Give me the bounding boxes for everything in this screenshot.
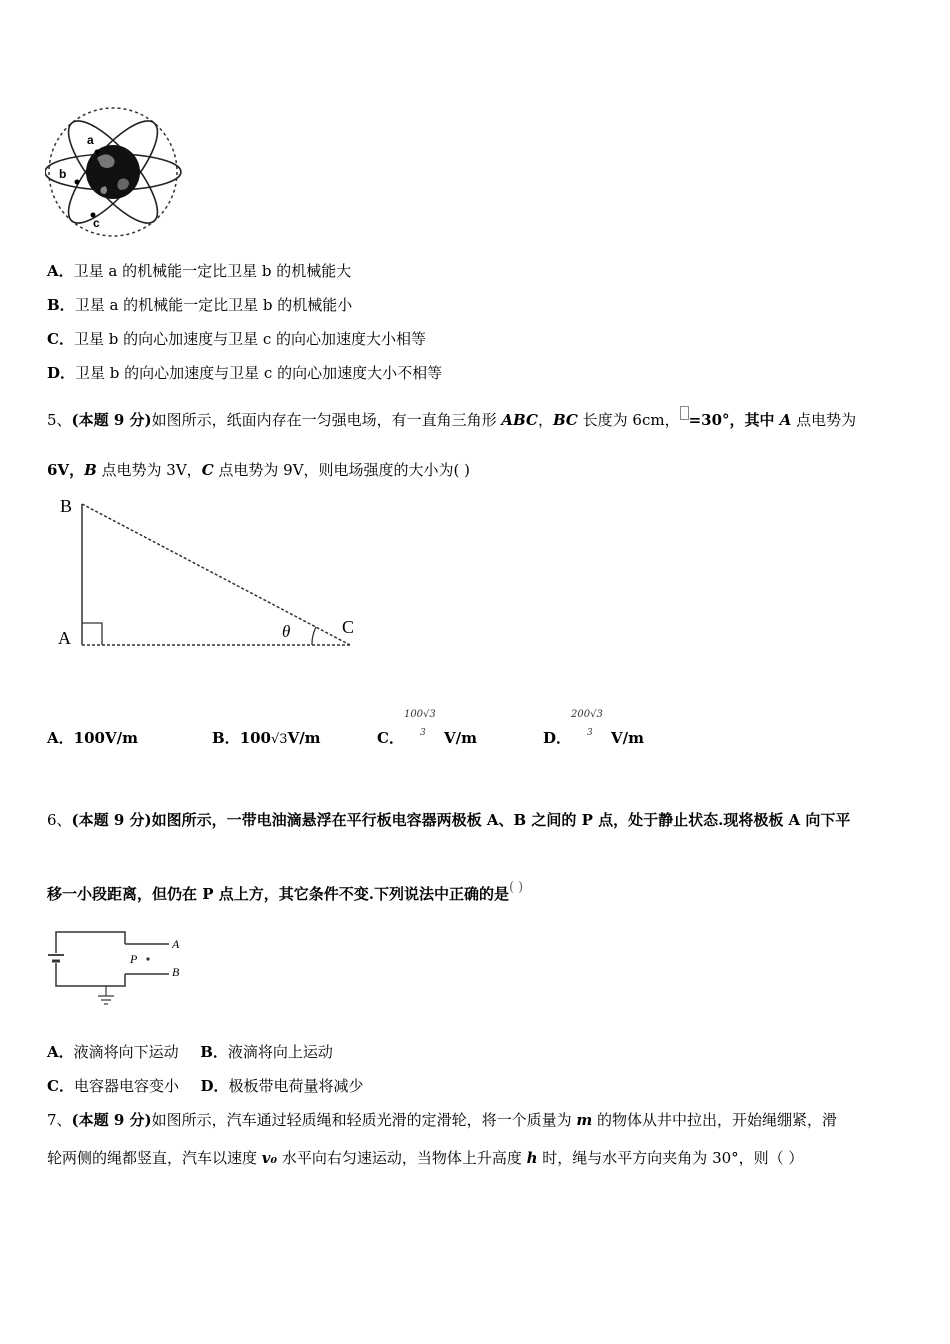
fraction-denominator: 3 bbox=[419, 728, 426, 738]
q4-option-d[interactable] bbox=[47, 363, 442, 383]
option-text: 极板带电荷量将减少 bbox=[228, 1077, 364, 1095]
question-score: (本题 9 分) bbox=[71, 811, 152, 829]
option-unit: V/m bbox=[443, 729, 477, 747]
question-number: 5、 bbox=[47, 411, 72, 429]
option-letter: A． bbox=[47, 1043, 74, 1061]
stem-text: =30°，其中 bbox=[688, 411, 780, 429]
q6-option-c[interactable] bbox=[47, 1077, 179, 1095]
option-letter: B． bbox=[47, 296, 75, 314]
option-text: V/m bbox=[287, 729, 321, 747]
point-c: C bbox=[201, 461, 214, 479]
option-text: 液滴将向上运动 bbox=[227, 1043, 333, 1061]
option-letter: D． bbox=[47, 364, 76, 382]
fraction-denominator: 3 bbox=[587, 728, 593, 738]
mass-symbol: m bbox=[576, 1111, 593, 1129]
angle-theta-label: θ bbox=[282, 622, 291, 641]
vertex-c-label: C bbox=[342, 617, 355, 637]
q7-stem-line1 bbox=[47, 1110, 837, 1130]
q5-option-c[interactable] bbox=[377, 709, 477, 749]
capacitor-circuit-figure bbox=[44, 928, 194, 1010]
answer-paren: ( ) bbox=[508, 880, 524, 895]
stem-text: 时，绳与水平方向夹角为 30°，则（ ） bbox=[537, 1149, 804, 1167]
option-letter: B． bbox=[200, 1043, 228, 1061]
vertex-a-label: A bbox=[58, 628, 71, 648]
q6-options-row1 bbox=[47, 1042, 333, 1062]
q6-option-a[interactable] bbox=[47, 1043, 179, 1061]
sqrt3: √3 bbox=[271, 732, 288, 747]
q6-stem-line1 bbox=[47, 810, 850, 830]
q6-options-row2 bbox=[47, 1076, 364, 1096]
q5-option-a[interactable] bbox=[47, 728, 138, 748]
height-symbol: h bbox=[526, 1149, 538, 1167]
q5-option-b[interactable] bbox=[212, 728, 321, 750]
option-letter: C． bbox=[47, 330, 74, 348]
stem-text: 的物体从井中拉出，开始绳绷紧，滑 bbox=[592, 1111, 838, 1129]
q6-option-b[interactable] bbox=[200, 1043, 333, 1061]
option-letter: C． bbox=[47, 1077, 74, 1095]
figure-label-b: b bbox=[59, 167, 67, 181]
fraction bbox=[571, 709, 611, 749]
option-letter: A． bbox=[47, 729, 74, 747]
figure-label-c: c bbox=[93, 216, 100, 230]
option-letter: B． bbox=[212, 729, 240, 747]
q5-stem-line2 bbox=[47, 460, 470, 480]
stem-text: 点电势为 9V，则电场强度的大小为( ) bbox=[213, 461, 471, 479]
option-unit: V/m bbox=[611, 729, 645, 747]
option-letter: A． bbox=[47, 262, 74, 280]
point-a: A bbox=[779, 411, 792, 429]
q4-option-b[interactable] bbox=[47, 295, 352, 315]
stem-text: 点电势为 3V， bbox=[96, 461, 202, 479]
stem-text: 水平向右匀速运动，当物体上升高度 bbox=[277, 1149, 527, 1167]
option-letter: D． bbox=[200, 1077, 229, 1095]
option-letter: C． bbox=[377, 729, 404, 747]
option-text: 卫星 a 的机械能一定比卫星 b 的机械能小 bbox=[74, 296, 353, 314]
option-text: 100 bbox=[239, 729, 271, 747]
figure-label-a: a bbox=[87, 133, 94, 147]
q7-stem-line2 bbox=[47, 1148, 803, 1168]
q6-stem-line2 bbox=[47, 880, 524, 904]
option-text: 100V/m bbox=[73, 729, 138, 747]
plate-b-label: B bbox=[172, 965, 180, 979]
side-bc: BC bbox=[552, 411, 578, 429]
option-letter: D． bbox=[543, 729, 572, 747]
triangle-name: ABC bbox=[501, 411, 538, 429]
theta-placeholder-icon bbox=[680, 406, 689, 420]
stem-text: 如图所示，一带电油滴悬浮在平行板电容器两极板 A、B 之间的 P 点，处于静止状态.现将极板 A 向下平 bbox=[151, 811, 851, 829]
option-text: 卫星 b 的向心加速度与卫星 c 的向心加速度大小不相等 bbox=[75, 364, 443, 382]
q5-option-d[interactable] bbox=[543, 709, 645, 749]
fraction-numerator: 200√3 bbox=[571, 709, 603, 720]
q5-stem-line1 bbox=[47, 410, 856, 430]
plate-a-label: A bbox=[172, 937, 180, 951]
stem-text: 如图所示，纸面内存在一匀强电场，有一直角三角形 bbox=[151, 411, 502, 429]
triangle-figure bbox=[50, 490, 370, 655]
question-number: 6、 bbox=[47, 811, 72, 829]
q4-option-a[interactable] bbox=[47, 261, 351, 281]
option-text: 液滴将向下运动 bbox=[73, 1043, 179, 1061]
q4-option-c[interactable] bbox=[47, 329, 426, 349]
velocity-symbol: v₀ bbox=[261, 1149, 278, 1167]
stem-text: 如图所示，汽车通过轻质绳和轻质光滑的定滑轮，将一个质量为 bbox=[151, 1111, 577, 1129]
fraction-numerator: 100√3 bbox=[403, 709, 436, 720]
vertex-b-label: B bbox=[60, 496, 73, 516]
stem-text: 长度为 6cm， bbox=[577, 411, 680, 429]
stem-text: 轮两侧的绳都竖直，汽车以速度 bbox=[47, 1149, 262, 1167]
satellite-orbit-figure bbox=[45, 100, 185, 242]
question-score: (本题 9 分) bbox=[71, 1111, 152, 1129]
stem-text: 移一小段距离，但仍在 P 点上方，其它条件不变.下列说法中正确的是 bbox=[47, 885, 509, 903]
option-text: 卫星 a 的机械能一定比卫星 b 的机械能大 bbox=[73, 262, 352, 280]
stem-text: 点电势为 bbox=[791, 411, 857, 429]
question-score: (本题 9 分) bbox=[71, 411, 152, 429]
point-p-label: P bbox=[130, 952, 138, 966]
option-text: 电容器电容变小 bbox=[73, 1077, 179, 1095]
question-number: 7、 bbox=[47, 1111, 72, 1129]
fraction bbox=[403, 709, 444, 749]
option-text: 卫星 b 的向心加速度与卫星 c 的向心加速度大小相等 bbox=[73, 330, 427, 348]
stem-text: ， bbox=[537, 411, 553, 429]
stem-text: 6V， bbox=[47, 461, 85, 479]
q6-option-d[interactable] bbox=[201, 1077, 364, 1095]
point-b: B bbox=[84, 461, 97, 479]
